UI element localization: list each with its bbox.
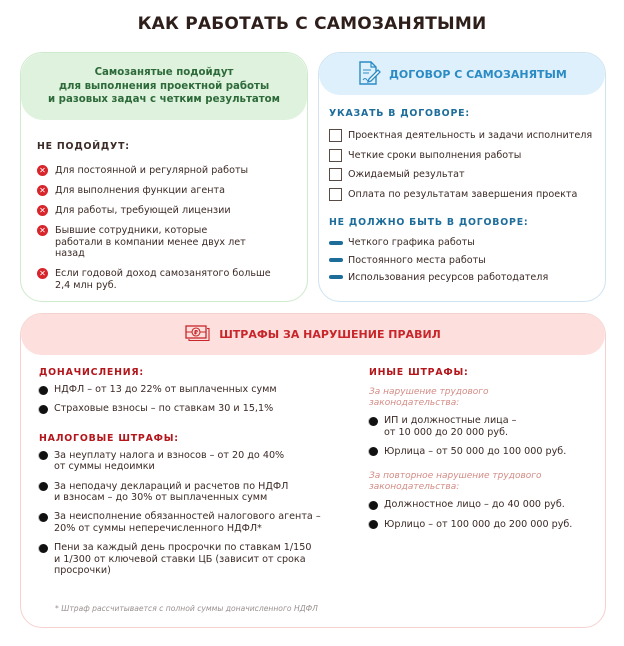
- bullet-dot-icon: [369, 417, 378, 426]
- specify-list: [329, 126, 599, 204]
- list-item-text: Если годовой доход самозанятого больше 2,4 млн руб.: [55, 268, 271, 291]
- list-item: [39, 542, 339, 577]
- list-item-text: Пени за каждый день просрочки по ставкам 1/150 и 1/300 от ключевой ставки ЦБ (зависит от срока просрочки): [54, 542, 312, 577]
- bullet-dot-icon: [369, 447, 378, 456]
- contract-header-title: ДОГОВОР С САМОЗАНЯТЫМ: [389, 67, 567, 81]
- list-item-text: Для работы, требующей лицензии: [55, 205, 231, 217]
- x-circle-icon: ✕: [37, 165, 48, 176]
- dash-bullet-icon: [329, 258, 343, 262]
- list-item: [39, 384, 339, 396]
- list-item: [329, 234, 599, 251]
- list-item-text: Бывшие сотрудники, которые работали в компании менее двух лет назад: [55, 225, 246, 260]
- contract-pen-icon: [357, 60, 381, 89]
- list-item: [369, 446, 599, 458]
- not-suitable-list: [37, 165, 299, 300]
- must-not-list: [329, 234, 599, 286]
- list-item-text: ИП и должностные лица – от 10 000 до 20 000 руб.: [384, 415, 517, 438]
- specify-label: УКАЗАТЬ В ДОГОВОРЕ:: [329, 108, 470, 119]
- list-item: [329, 251, 599, 268]
- bullet-dot-icon: [39, 405, 48, 414]
- list-item-text: Должностное лицо – до 40 000 руб.: [384, 499, 565, 511]
- suitable-header-line: для выполнения проектной работы: [58, 80, 270, 92]
- x-circle-icon: ✕: [37, 268, 48, 279]
- x-circle-icon: ✕: [37, 185, 48, 196]
- list-item: [37, 185, 299, 197]
- checklist-item: [329, 126, 599, 146]
- list-item: [329, 269, 599, 286]
- list-item-text: За неисполнение обязанностей налогового агента – 20% от суммы неперечисленного НДФЛ*: [54, 511, 321, 534]
- bullet-dot-icon: [39, 482, 48, 491]
- list-item: [39, 450, 339, 473]
- checklist-item: [329, 146, 599, 166]
- fines-header-title: ШТРАФЫ ЗА НАРУШЕНИЕ ПРАВИЛ: [219, 328, 441, 341]
- list-item: [37, 205, 299, 217]
- suitable-header-line: и разовых задач с четким результатом: [48, 94, 280, 106]
- checkbox[interactable]: [329, 129, 342, 142]
- bullet-dot-icon: [39, 513, 48, 522]
- checkbox[interactable]: [329, 149, 342, 162]
- additional-charges-list: [39, 384, 339, 415]
- list-item: [39, 481, 339, 504]
- list-item-text: За неуплату налога и взносов – от 20 до 40% от суммы недоимки: [54, 449, 285, 473]
- tax-fines-list: [39, 450, 339, 577]
- not-suitable-label: НЕ ПОДОЙДУТ:: [37, 141, 130, 152]
- repeat-violation-label: За повторное нарушение трудового законодательства:: [369, 471, 542, 493]
- tax-fines-label: НАЛОГОВЫЕ ШТРАФЫ:: [39, 432, 179, 444]
- x-circle-icon: ✕: [37, 205, 48, 216]
- bullet-dot-icon: [369, 501, 378, 510]
- bullet-dot-icon: [39, 451, 48, 460]
- list-item-text: Юрлицо – от 100 000 до 200 000 руб.: [384, 518, 573, 530]
- list-item-text: Для постоянной и регулярной работы: [55, 165, 249, 176]
- bullet-dot-icon: [39, 386, 48, 395]
- fines-right-column: [369, 367, 599, 538]
- dash-bullet-icon: [329, 241, 343, 245]
- additional-charges-label: ДОНАЧИСЛЕНИЯ:: [39, 367, 144, 378]
- list-item: [369, 499, 599, 511]
- page-title: КАК РАБОТАТЬ С САМОЗАНЯТЫМИ: [137, 14, 487, 34]
- suitable-header-line: Самозанятые подойдут: [94, 67, 234, 79]
- svg-text:₽: ₽: [194, 329, 199, 337]
- list-item-text: НДФЛ – от 13 до 22% от выплаченных сумм: [54, 384, 277, 395]
- list-item-text: Четкого графика работы: [348, 237, 475, 249]
- list-item-text: Использования ресурсов работодателя: [348, 271, 549, 283]
- checklist-item-text: Ожидаемый результат: [348, 169, 465, 181]
- footnote: * Штраф рассчитывается с полной суммы доначисленного НДФЛ: [55, 604, 318, 613]
- list-item-text: Юрлица – от 50 000 до 100 000 руб.: [384, 445, 567, 457]
- banknote-ruble-icon: [185, 324, 211, 345]
- list-item: [37, 225, 299, 260]
- list-item: [369, 415, 599, 438]
- list-item: [37, 268, 299, 291]
- checkbox[interactable]: [329, 188, 342, 201]
- list-item-text: Постоянного места работы: [348, 254, 486, 266]
- contract-header: [319, 53, 605, 95]
- fines-header: [21, 314, 605, 355]
- repeat-violation-list: [369, 499, 599, 530]
- bullet-dot-icon: [39, 544, 48, 553]
- labor-violation-list: [369, 415, 599, 457]
- checklist-item: [329, 165, 599, 185]
- list-item-text: Для выполнения функции агента: [55, 185, 226, 197]
- list-item: [39, 403, 339, 415]
- list-item-text: Страховые взносы – по ставкам 30 и 15,1%: [54, 403, 274, 415]
- list-item: [39, 511, 339, 534]
- checklist-item-text: Четкие сроки выполнения работы: [348, 149, 522, 161]
- labor-violation-label: За нарушение трудового законодательства:: [369, 387, 489, 408]
- checkbox[interactable]: [329, 168, 342, 181]
- dash-bullet-icon: [329, 275, 343, 279]
- list-item: [37, 165, 299, 177]
- must-not-label: НЕ ДОЛЖНО БЫТЬ В ДОГОВОРЕ:: [329, 217, 529, 228]
- list-item-text: За неподачу деклараций и расчетов по НДФЛ и взносам – до 30% от выплаченных сумм: [54, 480, 289, 504]
- checklist-item-text: Оплата по результатам завершения проекта: [348, 188, 578, 200]
- x-circle-icon: ✕: [37, 225, 48, 236]
- other-fines-label: ИНЫЕ ШТРАФЫ:: [369, 367, 469, 378]
- list-item: [369, 519, 599, 531]
- suitable-header: [21, 53, 307, 120]
- contract-card: [318, 52, 606, 302]
- checklist-item-text: Проектная деятельность и задачи исполнителя: [348, 130, 593, 142]
- checklist-item: [329, 185, 599, 205]
- bullet-dot-icon: [369, 520, 378, 529]
- fines-card: [20, 313, 606, 628]
- contract-body: [329, 108, 599, 286]
- fines-left-column: [39, 367, 339, 584]
- suitable-card: [20, 52, 308, 302]
